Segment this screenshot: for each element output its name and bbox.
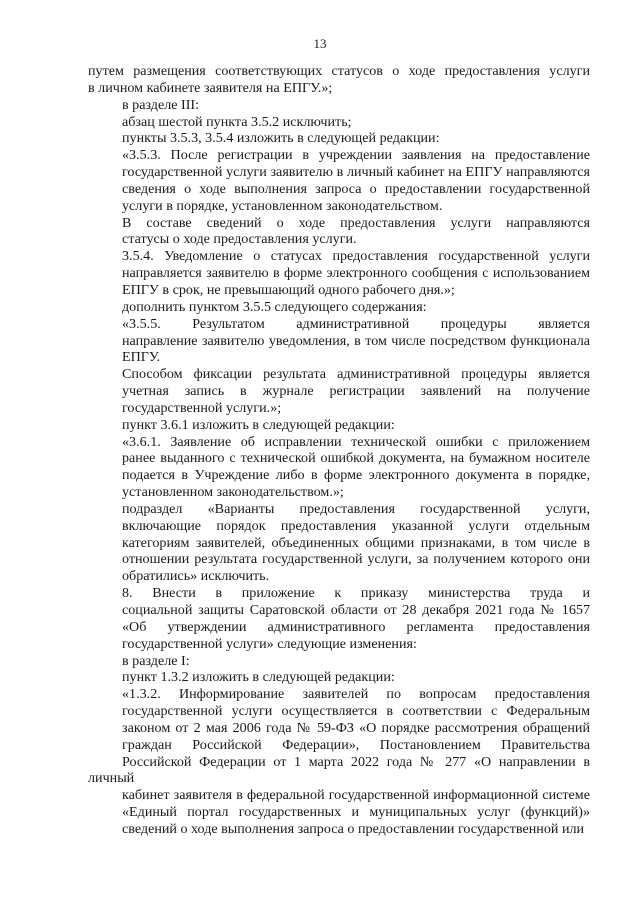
- text-line: Способом фиксации результата административной процедуры является: [122, 366, 590, 383]
- text-line: государственной услуги» следующие изменения:: [122, 635, 417, 652]
- text-line: государственной услуги осуществляется в соответствии с Федеральным: [122, 703, 590, 720]
- paragraph: [88, 316, 590, 367]
- text-line: государственной услуги заявителю в личный кабинет на ЕПГУ направляются: [122, 164, 590, 181]
- text-line: социальной защиты Саратовской области от 28 декабря 2021 года № 1657: [122, 602, 590, 618]
- text-line: пункт 1.3.2 изложить в следующей редакции:: [122, 669, 395, 686]
- text-line: В составе сведений о ходе предоставления услуги направляются: [122, 214, 590, 231]
- text-line: дополнить пунктом 3.5.5 следующего содержания:: [122, 298, 427, 315]
- paragraph: [88, 97, 590, 114]
- text-line: 8. Внести в приложение к приказу министерства труда и: [122, 585, 590, 602]
- text-line: включающие порядок предоставления указанной услуги отдельным: [122, 517, 590, 534]
- paragraph: [88, 669, 590, 686]
- text-line: ЕПГУ в срок, не превышающий одного рабочего дня.»;: [122, 281, 455, 298]
- paragraph: [88, 653, 590, 670]
- page-number: 13: [313, 36, 327, 51]
- text-line: пункт 3.6.1 изложить в следующей редакции:: [122, 416, 395, 433]
- text-line: «1.3.2. Информирование заявителей по вопросам предоставления: [122, 686, 590, 703]
- text-line: абзац шестой пункта 3.5.2 исключить;: [122, 113, 352, 130]
- text-line: сведения о ходе выполнения запроса о предоставлении государственной: [122, 180, 590, 197]
- text-line: «Единый портал государственных и муниципальных услуг (функций)»: [122, 804, 590, 821]
- paragraph: [88, 434, 590, 501]
- paragraph: [88, 248, 590, 299]
- text-line: Российской Федерации от 1 марта 2022 года № 277 «О направлении в личный: [88, 753, 590, 787]
- text-line: направляется заявителю в форме электронного сообщения с использованием: [122, 265, 590, 282]
- text-line: учетная запись в журнале регистрации заявлений на получение: [122, 383, 590, 400]
- text-line: статусы о ходе предоставления услуги.: [122, 231, 357, 248]
- paragraph: [88, 417, 590, 434]
- text-line: «Об утверждении административного регламента предоставления: [122, 618, 590, 635]
- text-line: в разделе I:: [122, 652, 190, 669]
- text-line: категориям заявителей, объединенных общими признаками, в том числе в: [122, 534, 590, 551]
- text-line: 3.5.4. Уведомление о статусах предоставления государственной услуги: [122, 248, 590, 265]
- paragraph: [88, 130, 590, 147]
- text-line: государственной услуги.»;: [122, 399, 282, 416]
- document-body: [88, 63, 590, 838]
- text-line: пункты 3.5.3, 3.5.4 изложить в следующей редакции:: [122, 130, 440, 147]
- paragraph: [88, 585, 590, 652]
- paragraph: [88, 215, 590, 249]
- text-line: ранее выданного с технической ошибкой документа, на бумажном носителе: [122, 450, 590, 467]
- text-line: ЕПГУ.: [122, 349, 161, 366]
- text-line: отношении результата государственной услуги, за получением которого они: [122, 551, 590, 568]
- text-line: в личном кабинете заявителя на ЕПГУ.»;: [88, 79, 333, 96]
- paragraph: [88, 366, 590, 417]
- paragraph: [88, 686, 590, 838]
- paragraph: [88, 63, 590, 97]
- text-line: в разделе III:: [122, 96, 200, 113]
- paragraph: [88, 501, 590, 585]
- text-line: обратились» исключить.: [122, 568, 270, 585]
- text-line: кабинет заявителя в федеральной государственной информационной системе: [122, 787, 590, 804]
- paragraph: [88, 299, 590, 316]
- text-line: сведений о ходе выполнения запроса о предоставлении государственной или: [122, 820, 585, 837]
- text-line: подается в Учреждение либо в форме электронного документа в порядке,: [122, 467, 590, 484]
- text-line: «3.5.3. После регистрации в учреждении заявления на предоставление: [122, 147, 590, 164]
- text-line: «3.6.1. Заявление об исправлении технической ошибки с приложением: [122, 433, 590, 450]
- text-line: «3.5.5. Результатом административной процедуры является: [122, 315, 590, 332]
- paragraph: [88, 147, 590, 214]
- text-line: подраздел «Варианты предоставления государственной услуги,: [122, 500, 590, 517]
- text-line: установленном законодательством.»;: [122, 484, 344, 501]
- text-line: направление заявителю уведомления, в том числе посредством функционала: [122, 332, 590, 349]
- text-line: законом от 2 мая 2006 года № 59-ФЗ «О порядке рассмотрения обращений: [122, 719, 590, 736]
- paragraph: [88, 114, 590, 131]
- text-line: путем размещения соответствующих статусов о ходе предоставления услуги: [88, 63, 590, 79]
- text-line: граждан Российской Федерации», Постановлением Правительства: [122, 736, 590, 753]
- text-line: услуги в порядке, установленном законодательством.: [122, 197, 443, 214]
